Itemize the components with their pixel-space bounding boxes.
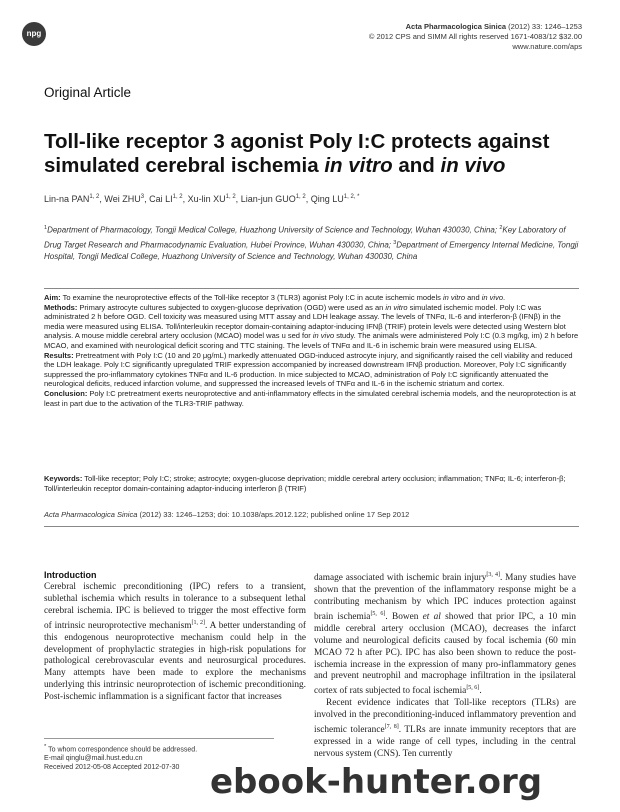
author-separator: , xyxy=(235,194,241,204)
author-name: Qing LU xyxy=(310,194,344,204)
abstract-text: simulated ischemic model. Poly I:C was administrated 2 h before OGD. Cell toxicity was measured using MTT assay and LDH leakage assay. The levels of TNFα, IL-6 and interferon-β (IFNβ) in the media were measured using ELISA. Toll/interleukin receptor domain-containing adaptor-inducing IFNβ (TRIF) protein levels were detected using Western blot analysis. A mouse middle cerebral artery occlusion (MCAO) model was u sed for xyxy=(44,302,566,341)
abstract-italic: in vivo xyxy=(312,331,335,341)
author-name: Xu-lin XU xyxy=(187,194,226,204)
affiliation: Department of Pharmacology, Tongji Medical College, Huazhong University of Science and Technology, Wuhan 430030, China; xyxy=(47,225,500,235)
footnote-line xyxy=(44,743,274,754)
reference-link[interactable]: [1, 2] xyxy=(191,619,205,626)
intro-heading: Introduction xyxy=(44,570,97,580)
affil-marker: 3 xyxy=(393,239,397,246)
npg-logo: npg xyxy=(22,22,46,46)
body-text: . xyxy=(479,686,482,697)
abstract-italic: in vitro xyxy=(442,293,466,302)
abstract-text: study. The animals were administered Poly I:C (0.3 mg/kg, im) 2 h before MCAO, and examined with neurological deficit scoring and TTC staining. The levels of TNFα and IL-6 in ischemic brain were measured using ELISA. xyxy=(44,331,579,350)
author-affil-marker: 1, 2 xyxy=(225,194,236,200)
article-title xyxy=(44,130,584,178)
author-name: Cai LI xyxy=(149,194,173,204)
aim-label: Aim: xyxy=(44,293,61,302)
author-separator: , xyxy=(305,194,311,204)
author-separator: , xyxy=(144,194,150,204)
abstract-text: . xyxy=(503,293,506,302)
results-label: Results: xyxy=(44,350,74,360)
citation-line xyxy=(44,510,579,527)
author-name: Wei ZHU xyxy=(104,194,141,204)
journal-header xyxy=(369,22,582,52)
body-text: Cerebral ischemic preconditioning (IPC) refers to a transient, sublethal ischemia which results in tolerance to a subsequent lethal cerebral ischemia. IPC is believed to trigger the most effective form of intrinsic neuroprotective mechanism xyxy=(44,581,306,631)
author-affil-marker: 1, 2 xyxy=(172,194,183,200)
abstract-conclusion xyxy=(44,389,579,408)
author-affil-marker: 1, 2, * xyxy=(343,194,360,200)
author-name: Lian-jun GUO xyxy=(240,194,296,204)
body-text: showed that prior IPC, a 10 min middle cerebral artery occlusion (MCAO), decreases the infarct volume and neurological deficits caused by focal ischemia (60 min MCAO 72 h after PC). IPC has also been shown to reduce the post-ischemia increase in the expression of many pro-inflammatory genes and prevent neutrophil and macrophage infiltration in the ipsilateral cortex of rats subjected to focal ischemia xyxy=(314,611,576,697)
body-text: . Bowen xyxy=(385,611,423,622)
author-affil-marker: 3 xyxy=(140,194,145,200)
title-italic: in vitro xyxy=(324,154,393,177)
abstract-methods xyxy=(44,303,579,351)
body-text: . TLRs are innate immunity receptors that are expressed in a wide range of cell types, including in the central nervous system (CNS). Ten currently xyxy=(314,725,577,760)
body-text: . A better understanding of this endogenous neuroprotective mechanism could help in the development of prophylactic strategies in high-risk populations for pathological cerebrovascular events and neurosurgical procedures. Many attempts have been made to explore the mechanisms underlying this intrinsic neuroprotection of ischemic preconditioning. Post-ischemic inflammation is a significant factor that increases xyxy=(44,620,306,703)
title-text: and xyxy=(392,154,441,177)
citation-text: (2012) 33: 1246–1253; doi: 10.1038/aps.2012.122; published online 17 Sep 2012 xyxy=(137,510,410,519)
intro-paragraph xyxy=(314,570,576,698)
reference-link[interactable]: [7, 8] xyxy=(384,724,399,731)
reference-link[interactable]: [3, 4] xyxy=(486,572,500,578)
author-separator: , xyxy=(99,194,105,204)
body-text: damage associated with ischemic brain injury xyxy=(314,573,487,584)
abstract-italic: in vivo xyxy=(481,293,503,302)
affil-marker: 2 xyxy=(499,225,503,231)
abstract-italic: in vitro xyxy=(385,302,408,312)
contact-email[interactable]: E-mail qinglu@mail.hust.edu.cn xyxy=(44,755,143,763)
volume-info: (2012) 33: 1246–1253 xyxy=(508,22,582,31)
author-separator: , xyxy=(182,194,188,204)
author-list xyxy=(44,194,359,204)
keywords xyxy=(44,474,579,494)
author-affil-marker: 1, 2 xyxy=(89,194,100,200)
journal-name: Acta Pharmacologica Sinica xyxy=(405,22,507,31)
abstract-text: and xyxy=(465,293,482,302)
intro-paragraph xyxy=(44,582,306,704)
conclusion-label: Conclusion: xyxy=(44,388,88,398)
affiliation: Department of Emergency Internal Medicine, Tongji Hospital, Tongji Medical College, Huazhong University of Science and Technology, Wuhan 430030, China xyxy=(44,240,579,262)
received-dates: Received 2012-05-08 Accepted 2012-07-30 xyxy=(44,764,180,772)
author-affil-marker: 1, 2 xyxy=(295,194,306,200)
abstract-text: Poly I:C pretreatment exerts neuroprotective and anti-inflammatory effects in the simulated cerebral ischemia models, and the neuroprotection is at least in part due to the activation of the TLR3-TRIF pathway. xyxy=(44,388,576,408)
methods-label: Methods: xyxy=(44,302,78,312)
affiliation: Key Laboratory of Drug Target Research and Pharmacodynamic Evaluation, Hubei Province, Wuhan 430030, China; xyxy=(44,225,566,250)
footnote-marker: * xyxy=(44,744,47,750)
abstract xyxy=(44,288,579,408)
abstract-aim xyxy=(44,293,579,303)
affiliations xyxy=(44,222,579,263)
author-name: Lin-na PAN xyxy=(44,194,90,204)
section-label: Original Article xyxy=(44,85,132,100)
journal-url[interactable]: www.nature.com/aps xyxy=(512,42,582,51)
keywords-text: Toll-like receptor; Poly I:C; stroke; astrocyte; oxygen-glucose deprivation; middle cerebral artery occlusion; inflammation; TNFα; IL-6; interferon-β; Toll/interleukin receptor domain-containing adaptor-inducing interferon β (TRIF) xyxy=(44,474,566,493)
body-text: Recent evidence indicates that Toll-like receptors (TLRs) are involved in the preconditioning-induced inflammatory prevention and ischemic tolerance xyxy=(314,698,576,736)
title-italic: in vivo xyxy=(440,154,506,177)
abstract-text: Primary astrocyte cultures subjected to oxygen-glucose deprivation (OGD) were used as an xyxy=(77,302,386,312)
abstract-results xyxy=(44,351,579,389)
body-text: . Many studies have shown that the prevention of the inflammatory response might be a contributing mechanism by which IPC induces protection against brain ischemia xyxy=(314,573,576,622)
body-italic: et al xyxy=(422,611,441,622)
abstract-text: Pretreatment with Poly I:C (10 and 20 μg/mL) markedly attenuated OGD-induced astrocyte injury, and significantly raised the cell viability and reduced the LDH leakage. Poly I:C significantly upregulated TRIF expression accompanied by increased downstream IFNβ production. Moreover, Poly I:C significantly suppressed the pro-inflammatory cytokines TNFα and IL-6 production. In mice subjected to MCAO, administration of Poly I:C significantly attenuated the neurological deficits, reduced infarction volume, and suppressed the increased levels of TNFα and IL-6 in the ischemic striatum and cortex. xyxy=(44,350,573,389)
footnote-text: To whom correspondence should be addressed. xyxy=(46,746,198,754)
reference-link[interactable]: [5, 6] xyxy=(466,685,480,692)
citation-journal: Acta Pharmacologica Sinica xyxy=(44,510,138,519)
copyright: © 2012 CPS and SIMM All rights reserved 1671-4083/12 $32.00 xyxy=(368,32,582,41)
keywords-label: Keywords: xyxy=(44,474,83,483)
abstract-text: To examine the neuroprotective effects of the Toll-like receptor 3 (TLR3) agonist Poly I:C in acute ischemic models xyxy=(60,293,443,302)
intro-paragraph xyxy=(314,698,576,761)
body-column-right xyxy=(314,570,576,761)
watermark: ebook-hunter.org xyxy=(210,762,543,802)
title-text: Toll-like receptor 3 agonist Poly I:C protects against simulated cerebral ischemia xyxy=(44,130,550,177)
reference-link[interactable]: [5, 6] xyxy=(370,610,386,617)
body-column-left xyxy=(44,570,306,704)
affil-marker: 1 xyxy=(44,225,48,231)
